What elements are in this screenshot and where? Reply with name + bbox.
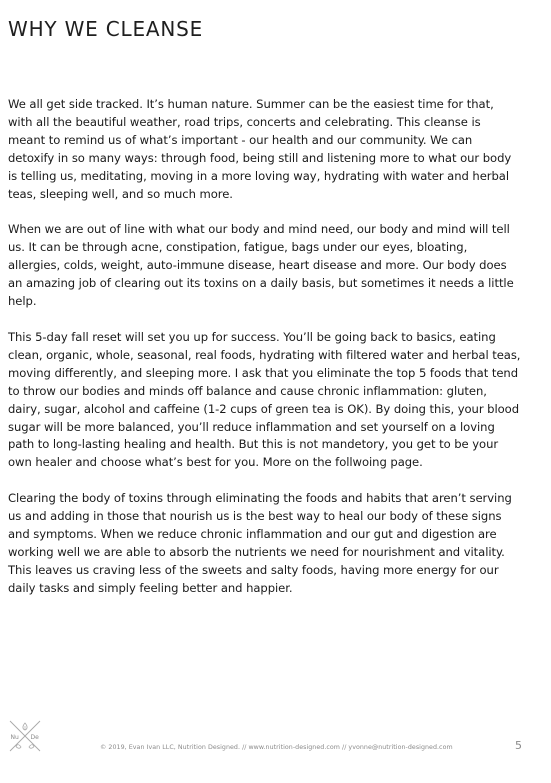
paragraph-2: When we are out of line with what our body and mind need, our body and mind will tell us. It can be through acne, constipation, fatigue, bags under our eyes, bloating, allergies, colds, weight, auto-immune disease, heart disease and more. Our body does an amazing job of clearing out its toxins on a daily basis, but sometimes it needs a little help. <box>8 222 514 309</box>
body-text <box>8 96 521 616</box>
paragraph-3: This 5-day fall reset will set you up for success. You’ll be going back to basics, eating clean, organic, whole, seasonal, real foods, hydrating with filtered water and herbal teas, moving differently, and sleeping more. I ask that you eliminate the top 5 foods that tend to throw our bodies and minds off balance and cause chronic inflammation: gluten, dairy, sugar, alcohol and caffeine (1-2 cups of green tea is OK). By doing this, your blood sugar will be more balanced, you’ll reduce inflammation and set yourself on a loving path to long-lasting healing and health. But this is not mandetory, you get to be your own healer and choose what’s best for you. More on the follwoing page. <box>8 329 521 470</box>
nude-logo-icon <box>8 719 42 753</box>
paragraph-4: Clearing the body of toxins through eliminating the foods and habits that aren’t serving us and adding in those that nourish us is the best way to heal our body of these signs and symptoms. When we reduce chronic inflammation and our gut and digestion are working well we are able to absorb the nutrients we need for nourishment and vitality. This leaves us craving less of the sweets and salty foods, having more energy for our daily tasks and simply feeling better and happier. <box>8 491 512 595</box>
page-title: WHY WE CLEANSE <box>8 17 204 41</box>
logo-left-text: Nu <box>10 733 19 741</box>
footer-copyright: © 2019, Evan Ivan LLC, Nutrition Designed. // www.nutrition-designed.com // yvonne@nutrition-designed.com <box>100 744 453 751</box>
logo-right-text: De <box>30 733 39 741</box>
page-number: 5 <box>515 739 522 752</box>
paragraph-1: We all get side tracked. It’s human nature. Summer can be the easiest time for that, with all the beautiful weather, road trips, concerts and celebrating. This cleanse is meant to remind us of what’s important - our health and our community. We can detoxify in so many ways: through food, being still and listening more to what our body is telling us, meditating, moving in a more loving way, hydrating with water and herbal teas, sleeping well, and so much more. <box>8 97 512 201</box>
